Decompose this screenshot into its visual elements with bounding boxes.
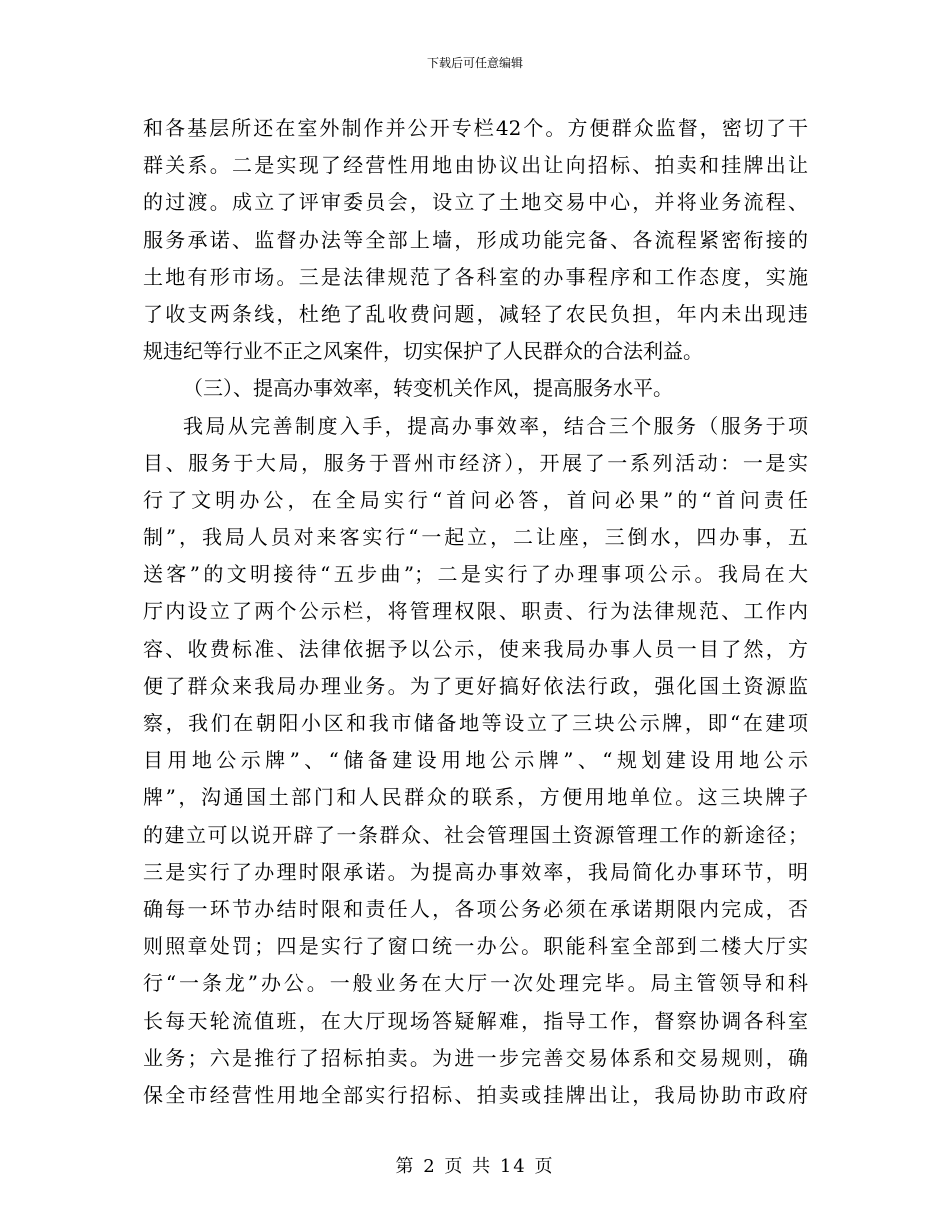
paragraph-line: 土地有形市场。三是法律规范了各科室的办事程序和工作态度，实施 <box>143 264 808 289</box>
paragraph-line: 的建立可以说开辟了一条群众、社会管理国土资源管理工作的新途径； <box>143 822 808 847</box>
paragraph-line: 便了群众来我局办理业务。为了更好搞好依法行政，强化国土资源监 <box>143 673 808 698</box>
paragraph-line: 我局从完善制度入手，提高办事效率，结合三个服务（服务于项 <box>183 413 808 438</box>
paragraph-line: 了收支两条线，杜绝了乱收费问题，减轻了农民负担，年内未出现违 <box>143 301 808 326</box>
paragraph-line: 容、收费标准、法律依据予以公示，使来我局办事人员一目了然，方 <box>143 636 808 661</box>
paragraph-line: 目、服务于大局，服务于晋州市经济），开展了一系列活动：一是实 <box>143 450 808 475</box>
paragraph-line: 规违纪等行业不正之风案件，切实保护了人民群众的合法利益。 <box>143 339 703 364</box>
paragraph-line: 制”，我局人员对来客实行“一起立，二让座，三倒水，四办事，五 <box>143 525 808 550</box>
paragraph-line: 行“一条龙”办公。一般业务在大厅一次处理完毕。局主管领导和科 <box>143 971 808 996</box>
paragraph-line: 服务承诺、监督办法等全部上墙，形成功能完备、各流程紧密衔接的 <box>143 227 808 252</box>
paragraph-line: 保全市经营性用地全部实行招标、拍卖或挂牌出让，我局协助市政府 <box>143 1082 808 1107</box>
paragraph-line: 群关系。二是实现了经营性用地由协议出让向招标、拍卖和挂牌出让 <box>143 153 808 178</box>
paragraph-line: 察，我们在朝阳小区和我市储备地等设立了三块公示牌，即“在建项 <box>143 711 808 735</box>
paragraph-line: 三是实行了办理时限承诺。为提高办事效率，我局简化办事环节，明 <box>143 859 808 884</box>
paragraph-line: 则照章处罚；四是实行了窗口统一办公。职能科室全部到二楼大厅实 <box>143 934 808 959</box>
paragraph-line: 送客”的文明接待“五步曲”；二是实行了办理事项公示。我局在大 <box>143 562 808 587</box>
paragraph-line: 牌”，沟通国土部门和人民群众的联系，方便用地单位。这三块牌子 <box>143 785 808 810</box>
page-header: 下载后可任意编辑 <box>426 56 523 70</box>
paragraph-line: 厅内设立了两个公示栏，将管理权限、职责、行为法律规范、工作内 <box>143 599 808 624</box>
page-number-footer: 第 2 页 共 14 页 <box>395 1156 555 1177</box>
paragraph-line: 和各基层所还在室外制作并公开专栏42个。方便群众监督，密切了干 <box>143 116 808 140</box>
paragraph-line: 业务；六是推行了招标拍卖。为进一步完善交易体系和交易规则，确 <box>143 1045 808 1070</box>
paragraph-line: 长每天轮流值班，在大厅现场答疑解难，指导工作，督察协调各科室 <box>143 1008 808 1033</box>
paragraph-line: 行了文明办公，在全局实行“首问必答，首问必果”的“首问责任 <box>143 487 808 512</box>
paragraph-line: 的过渡。成立了评审委员会，设立了土地交易中心，并将业务流程、 <box>143 190 808 215</box>
section-heading: （三）、提高办事效率，转变机关作风，提高服务水平。 <box>183 376 673 401</box>
document-body <box>143 110 808 1114</box>
paragraph-line: 确每一环节办结时限和责任人，各项公务必须在承诺期限内完成，否 <box>143 896 808 921</box>
paragraph-line: 目用地公示牌”、“储备建设用地公示牌”、“规划建设用地公示 <box>143 748 808 773</box>
